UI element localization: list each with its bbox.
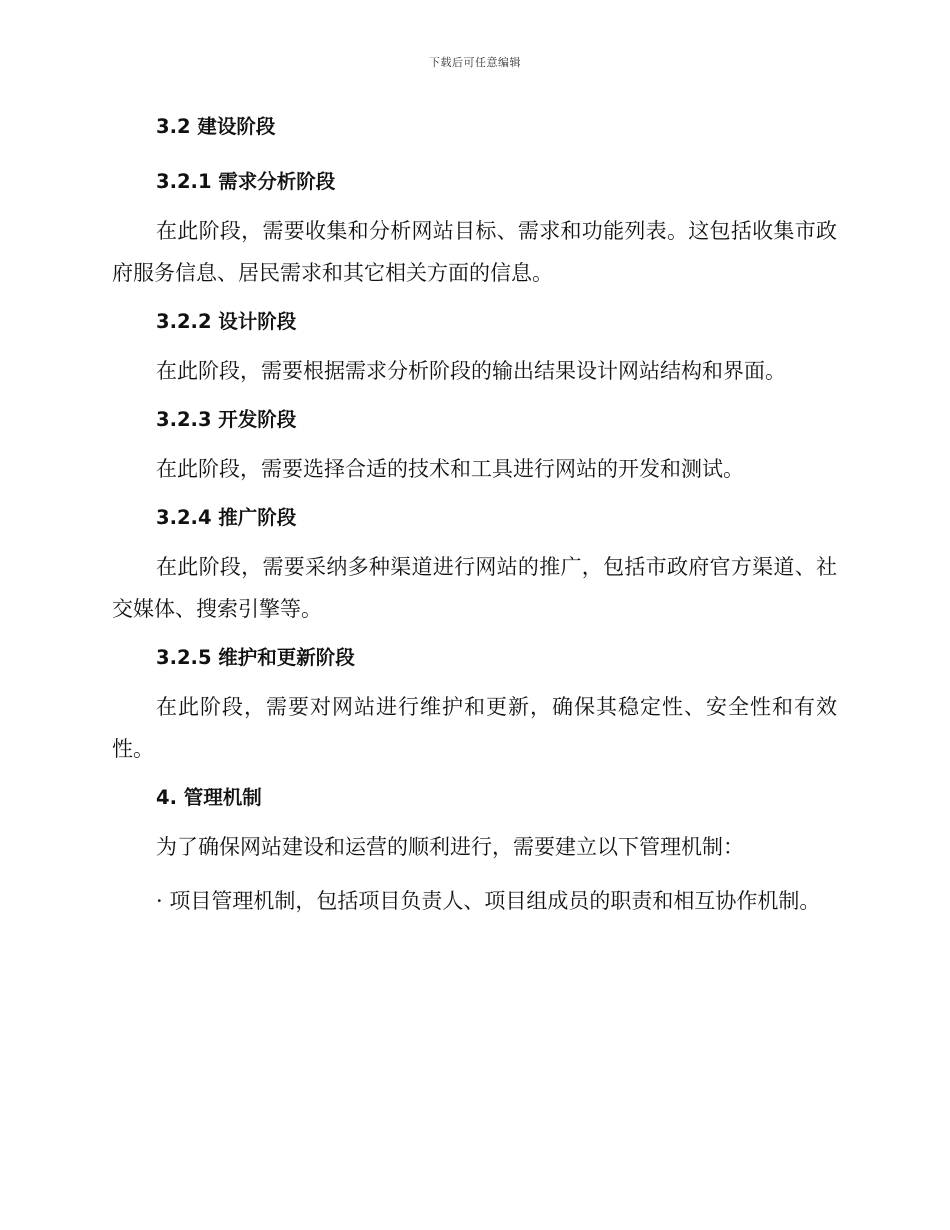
subsection-heading-3-2-1: 3.2.1 需求分析阶段	[156, 170, 336, 193]
paragraph-3-2-4: 在此阶段，需要采纳多种渠道进行网站的推广，包括市政府官方渠道、社交媒体、搜索引擎等。	[112, 555, 837, 621]
page-header: 下载后可任意编辑	[429, 56, 521, 69]
paragraph-3-2-3: 在此阶段，需要选择合适的技术和工具进行网站的开发和测试。	[156, 457, 744, 481]
section-heading-3-2: 3.2 建设阶段	[156, 115, 276, 138]
paragraph-4-intro: 为了确保网站建设和运营的顺利进行，需要建立以下管理机制：	[156, 835, 744, 859]
subsection-heading-3-2-3: 3.2.3 开发阶段	[156, 408, 297, 431]
list-item-project-management: · 项目管理机制，包括项目负责人、项目组成员的职责和相互协作机制。	[156, 889, 821, 913]
paragraph-3-2-2: 在此阶段，需要根据需求分析阶段的输出结果设计网站结构和界面。	[156, 359, 786, 383]
subsection-heading-3-2-2: 3.2.2 设计阶段	[156, 310, 297, 333]
paragraph-3-2-5: 在此阶段，需要对网站进行维护和更新，确保其稳定性、安全性和有效性。	[112, 695, 837, 761]
document-body	[112, 111, 837, 922]
section-heading-4: 4. 管理机制	[156, 786, 262, 809]
paragraph-3-2-1: 在此阶段，需要收集和分析网站目标、需求和功能列表。这包括收集市政府服务信息、居民需求和其它相关方面的信息。	[112, 219, 837, 285]
subsection-heading-3-2-5: 3.2.5 维护和更新阶段	[156, 646, 355, 669]
subsection-heading-3-2-4: 3.2.4 推广阶段	[156, 506, 297, 529]
